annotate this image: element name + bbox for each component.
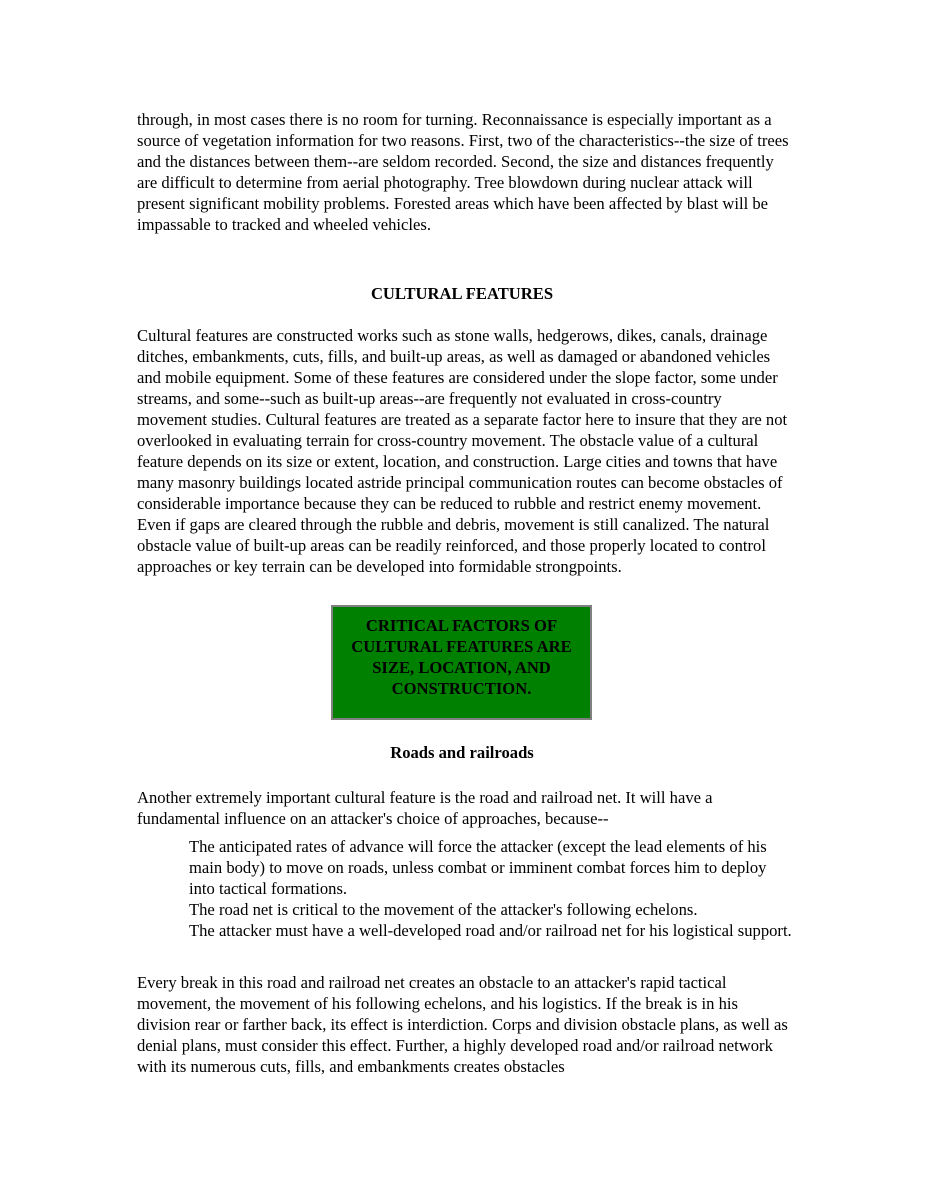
callout-text: CRITICAL FACTORS OF CULTURAL FEATURES ARE SIZE, LOCATION, AND CONSTRUCTION. xyxy=(351,616,572,698)
intro-paragraph: through, in most cases there is no room for turning. Reconnaissance is especially important as a source of vegetation information for two reasons. First, two of the characteristics--the size of trees and the distances between them--are seldom recorded. Second, the size and distances frequently are difficult to determine from aerial photography. Tree blowdown during nuclear attack will present significant mobility problems. Forested areas which have been affected by blast will be impassable to tracked and wheeled vehicles. xyxy=(137,110,789,234)
list-item: The road net is critical to the movement of the attacker's following echelons. xyxy=(189,900,698,919)
roads-intro-paragraph: Another extremely important cultural feature is the road and railroad net. It will have a fundamental influence on an attacker's choice of approaches, because-- xyxy=(137,788,713,828)
list-item: The anticipated rates of advance will force the attacker (except the lead elements of his main body) to move on roads, unless combat or imminent combat forces him to deploy into tactical formations. xyxy=(189,837,767,898)
cultural-features-paragraph: Cultural features are constructed works such as stone walls, hedgerows, dikes, canals, drainage ditches, embankments, cuts, fills, and built-up areas, as well as damaged or abandoned vehicles and mobile equipment. Some of these features are considered under the slope factor, some under streams, and some--such as built-up areas--are frequently not evaluated in cross-country movement studies. Cultural features are treated as a separate factor here to insure that they are not overlooked in evaluating terrain for cross-country movement. The obstacle value of a cultural feature depends on its size or extent, location, and construction. Large cities and towns that have many masonry buildings located astride principal communication routes can become obstacles of considerable importance because they can be reduced to rubble and restrict enemy movement. Even if gaps are cleared through the rubble and debris, movement is still canalized. The natural obstacle value of built-up areas can be readily reinforced, and those properly located to control approaches or key terrain can be developed into formidable strongpoints. xyxy=(137,326,788,576)
section-heading-cultural-features: CULTURAL FEATURES xyxy=(370,284,554,303)
critical-factors-callout xyxy=(331,605,592,720)
subheading-roads-and-railroads: Roads and railroads xyxy=(390,743,534,762)
list-item: The attacker must have a well-developed road and/or railroad net for his logistical support. xyxy=(189,921,792,940)
roads-reasons-list xyxy=(189,836,793,941)
closing-paragraph: Every break in this road and railroad net creates an obstacle to an attacker's rapid tactical movement, the movement of his following echelons, and his logistics. If the break is in his division rear or farther back, its effect is interdiction. Corps and division obstacle plans, as well as denial plans, must consider this effect. Further, a highly developed road and/or railroad network with its numerous cuts, fills, and embankments creates obstacles xyxy=(137,973,788,1076)
